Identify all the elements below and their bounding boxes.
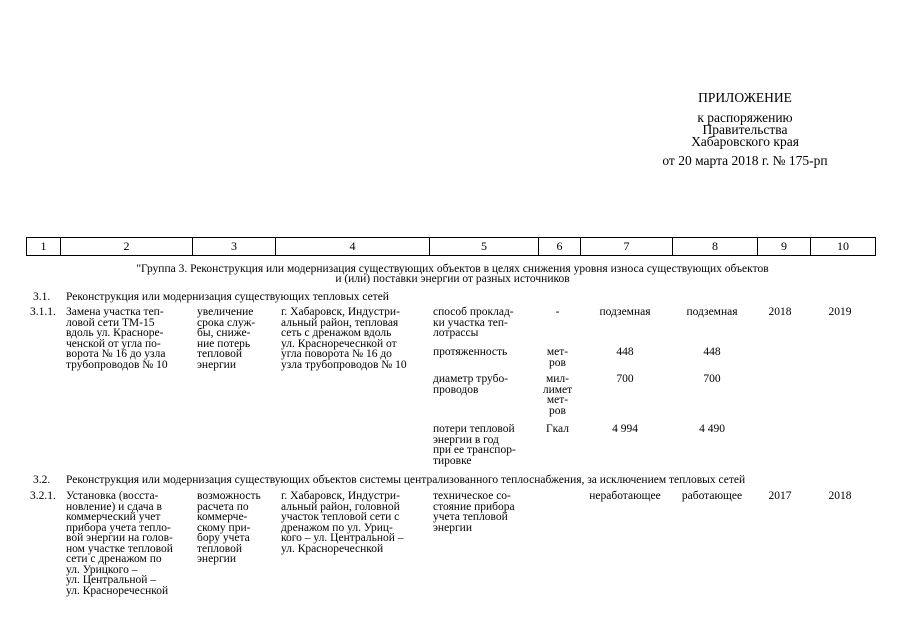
section-number: 3.2. [33, 474, 51, 486]
column-header: 8 [673, 238, 758, 256]
column-header: 7 [581, 238, 673, 256]
parameter-unit: мил- лимет мет- ров [542, 373, 573, 417]
group-title-line-1: "Группа 3. Реконструкция или модернизация существующих объектов в целях снижения уровня износа существующих объектов [136, 263, 769, 275]
project-purpose: возможность расчета по коммерче- скому при- бору учета тепловой энергии [197, 490, 261, 565]
parameter-name: диаметр трубо- проводов [433, 373, 509, 396]
year-start: 2017 [768, 490, 792, 502]
column-header: 6 [539, 238, 581, 256]
object-description: Замена участка теп- ловой сети ТМ-15 вдоль ул. Красноре- ченской от угла по- ворота № 16 до узла трубопроводов № 10 [66, 306, 168, 371]
section-number: 3.1. [33, 291, 51, 303]
parameter-unit: Гкал [545, 423, 569, 435]
year-start: 2018 [768, 306, 792, 318]
appendix-line-1: к распоряжению [697, 110, 793, 125]
parameter-unit: - [555, 306, 560, 318]
value-before: подземная [599, 306, 651, 318]
year-end: 2018 [828, 490, 852, 502]
column-number-row [26, 237, 876, 256]
year-end: 2019 [828, 306, 852, 318]
value-before: 448 [616, 346, 634, 358]
value-before: 4 994 [612, 423, 638, 435]
column-header: 2 [61, 238, 193, 256]
parameter-name: техническое со- стояние прибора учета тепловой энергии [433, 490, 515, 534]
row-number: 3.1.1. [30, 306, 56, 318]
parameter-name: протяженность [433, 346, 508, 358]
parameter-name: способ проклад- ки участка теп- лотрассы [433, 306, 514, 339]
appendix-date: от 20 марта 2018 г. № 175-рп [662, 153, 828, 168]
appendix-line-3: Хабаровского края [691, 134, 799, 149]
object-description: Установка (восста- новление) и сдача в коммерческий учет прибора учета тепло- вой энергии на голов- ном участке тепловой сети с дренажом по ул. Урицкого – ул. Центральной – ул. Красноречеснкой [66, 490, 173, 597]
object-location: г. Хабаровск, Индустри- альный район, тепловая сеть с дренажом вдоль ул. Красноречеснкой от угла поворота № 16 до узла трубопроводов № 10 [281, 306, 407, 371]
column-header: 1 [27, 238, 61, 256]
value-after: 700 [703, 373, 721, 385]
parameter-name: потери тепловой энергии в год при ее транспор- тировке [433, 423, 516, 467]
project-purpose: увеличение срока служ- бы, сниже- ние потерь тепловой энергии [197, 306, 256, 371]
value-after: подземная [686, 306, 738, 318]
section-title: Реконструкция или модернизация существующих тепловых сетей [66, 291, 389, 303]
row-number: 3.2.1. [30, 490, 56, 502]
value-before: 700 [616, 373, 634, 385]
group-title-line-2: и (или) поставки энергии от разных источников [335, 273, 570, 285]
appendix-line-2: Правительства [702, 122, 788, 137]
parameter-unit: мет- ров [546, 346, 569, 369]
value-after: 4 490 [699, 423, 725, 435]
column-header: 5 [430, 238, 539, 256]
column-header: 9 [758, 238, 811, 256]
column-header: 10 [811, 238, 876, 256]
value-before: неработающее [589, 490, 661, 502]
value-after: работающее [681, 490, 743, 502]
value-after: 448 [703, 346, 721, 358]
column-header: 3 [193, 238, 276, 256]
column-header: 4 [276, 238, 430, 256]
appendix-title: ПРИЛОЖЕНИЕ [698, 90, 792, 105]
section-title: Реконструкция или модернизация существующих объектов системы централизованного теплоснабжения, за исключением тепловых сетей [66, 474, 746, 486]
object-location: г. Хабаровск, Индустри- альный район, головной участок тепловой сети с дренажом по ул. Уриц- кого – ул. Центральной – ул. Красноречеснкой [281, 490, 404, 555]
